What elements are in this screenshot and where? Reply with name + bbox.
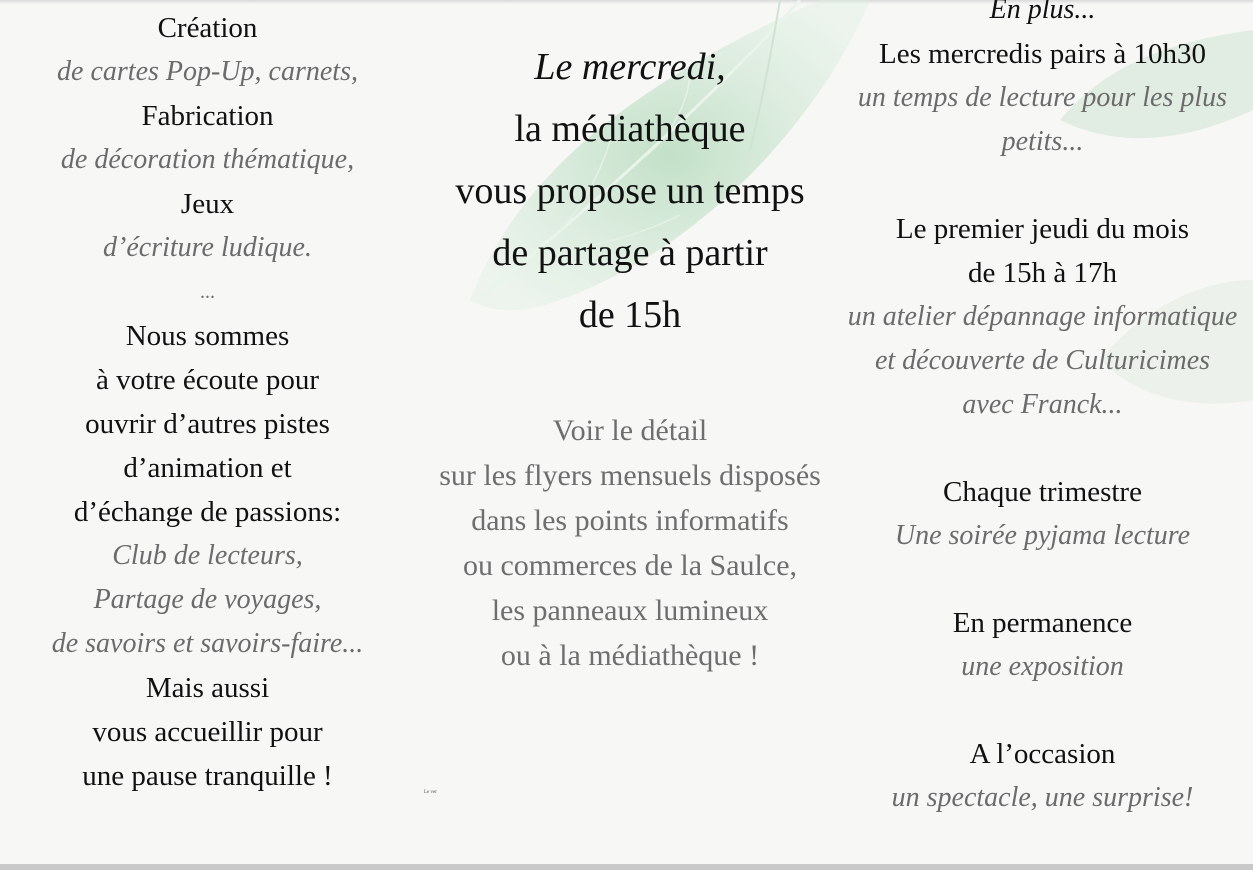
right-line-9: Chaque trimestre bbox=[943, 476, 1142, 508]
right-line-10: Une soirée pyjama lecture bbox=[894, 520, 1191, 551]
left-line-13: Club de lecteurs, bbox=[112, 540, 303, 571]
middle-detail bbox=[415, 408, 845, 678]
right-spacer bbox=[840, 558, 1245, 601]
left-line-2: de cartes Pop-Up, carnets, bbox=[57, 56, 358, 87]
left-column bbox=[40, 6, 375, 798]
right-line-8: avec Franck... bbox=[962, 389, 1123, 420]
right-line-3: petits... bbox=[1001, 126, 1084, 157]
right-line-7: et découverte de Culturicimes bbox=[874, 345, 1211, 376]
right-spacer bbox=[840, 427, 1245, 470]
detail-line-2: sur les flyers mensuels disposés bbox=[439, 459, 821, 492]
left-line-3: Fabrication bbox=[141, 100, 274, 132]
middle-heading-line-2: vous propose un temps bbox=[455, 170, 805, 212]
right-line-11: En permanence bbox=[952, 607, 1133, 639]
right-line-2: un temps de lecture pour les plus bbox=[857, 82, 1228, 113]
right-column bbox=[840, 0, 1245, 820]
right-line-14: un spectacle, une surprise! bbox=[891, 782, 1194, 813]
right-line-12: une exposition bbox=[961, 651, 1124, 682]
right-line-13: A l’occasion bbox=[969, 738, 1116, 770]
detail-line-5: les panneaux lumineux bbox=[491, 594, 769, 627]
left-line-5: Jeux bbox=[180, 188, 235, 220]
detail-line-4: ou commerces de la Saulce, bbox=[462, 549, 798, 582]
left-line-6: d’écriture ludique. bbox=[103, 232, 312, 263]
left-line-8: Nous sommes bbox=[125, 320, 290, 352]
right-line-5: de 15h à 17h bbox=[968, 257, 1117, 289]
tiny-footnote: Le ver bbox=[424, 790, 437, 795]
bottom-edge bbox=[0, 864, 1253, 870]
right-line-4: Le premier jeudi du mois bbox=[895, 213, 1190, 245]
left-line-16: Mais aussi bbox=[145, 672, 270, 704]
left-line-4: de décoration thématique, bbox=[60, 144, 355, 175]
left-line-10: ouvrir d’autres pistes bbox=[85, 408, 330, 440]
middle-heading-italic: Le mercredi, bbox=[534, 46, 726, 88]
right-spacer bbox=[840, 689, 1245, 732]
middle-heading-line-1: la médiathèque bbox=[514, 108, 746, 150]
right-spacer bbox=[840, 164, 1245, 207]
left-line-11: d’animation et bbox=[123, 452, 292, 484]
left-line-18: une pause tranquille ! bbox=[82, 760, 333, 792]
middle-column bbox=[415, 36, 845, 346]
right-header: En plus... bbox=[989, 0, 1096, 25]
left-line-1: Création bbox=[157, 12, 258, 44]
left-line-7: ... bbox=[200, 281, 215, 303]
middle-heading-line-4: de 15h bbox=[578, 294, 682, 336]
middle-heading-line-3: de partage à partir bbox=[492, 232, 768, 274]
left-line-14: Partage de voyages, bbox=[93, 584, 322, 615]
detail-line-6: ou à la médiathèque ! bbox=[500, 639, 760, 672]
left-line-17: vous accueillir pour bbox=[92, 716, 323, 748]
detail-line-3: dans les points informatifs bbox=[471, 504, 789, 537]
detail-line-1: Voir le détail bbox=[552, 414, 708, 447]
right-line-6: un atelier dépannage informatique bbox=[847, 301, 1238, 332]
left-line-12: d’échange de passions: bbox=[73, 496, 342, 528]
left-line-9: à votre écoute pour bbox=[95, 364, 320, 396]
left-line-15: de savoirs et savoirs-faire... bbox=[51, 628, 364, 659]
right-line-1: Les mercredis pairs à 10h30 bbox=[879, 38, 1206, 70]
